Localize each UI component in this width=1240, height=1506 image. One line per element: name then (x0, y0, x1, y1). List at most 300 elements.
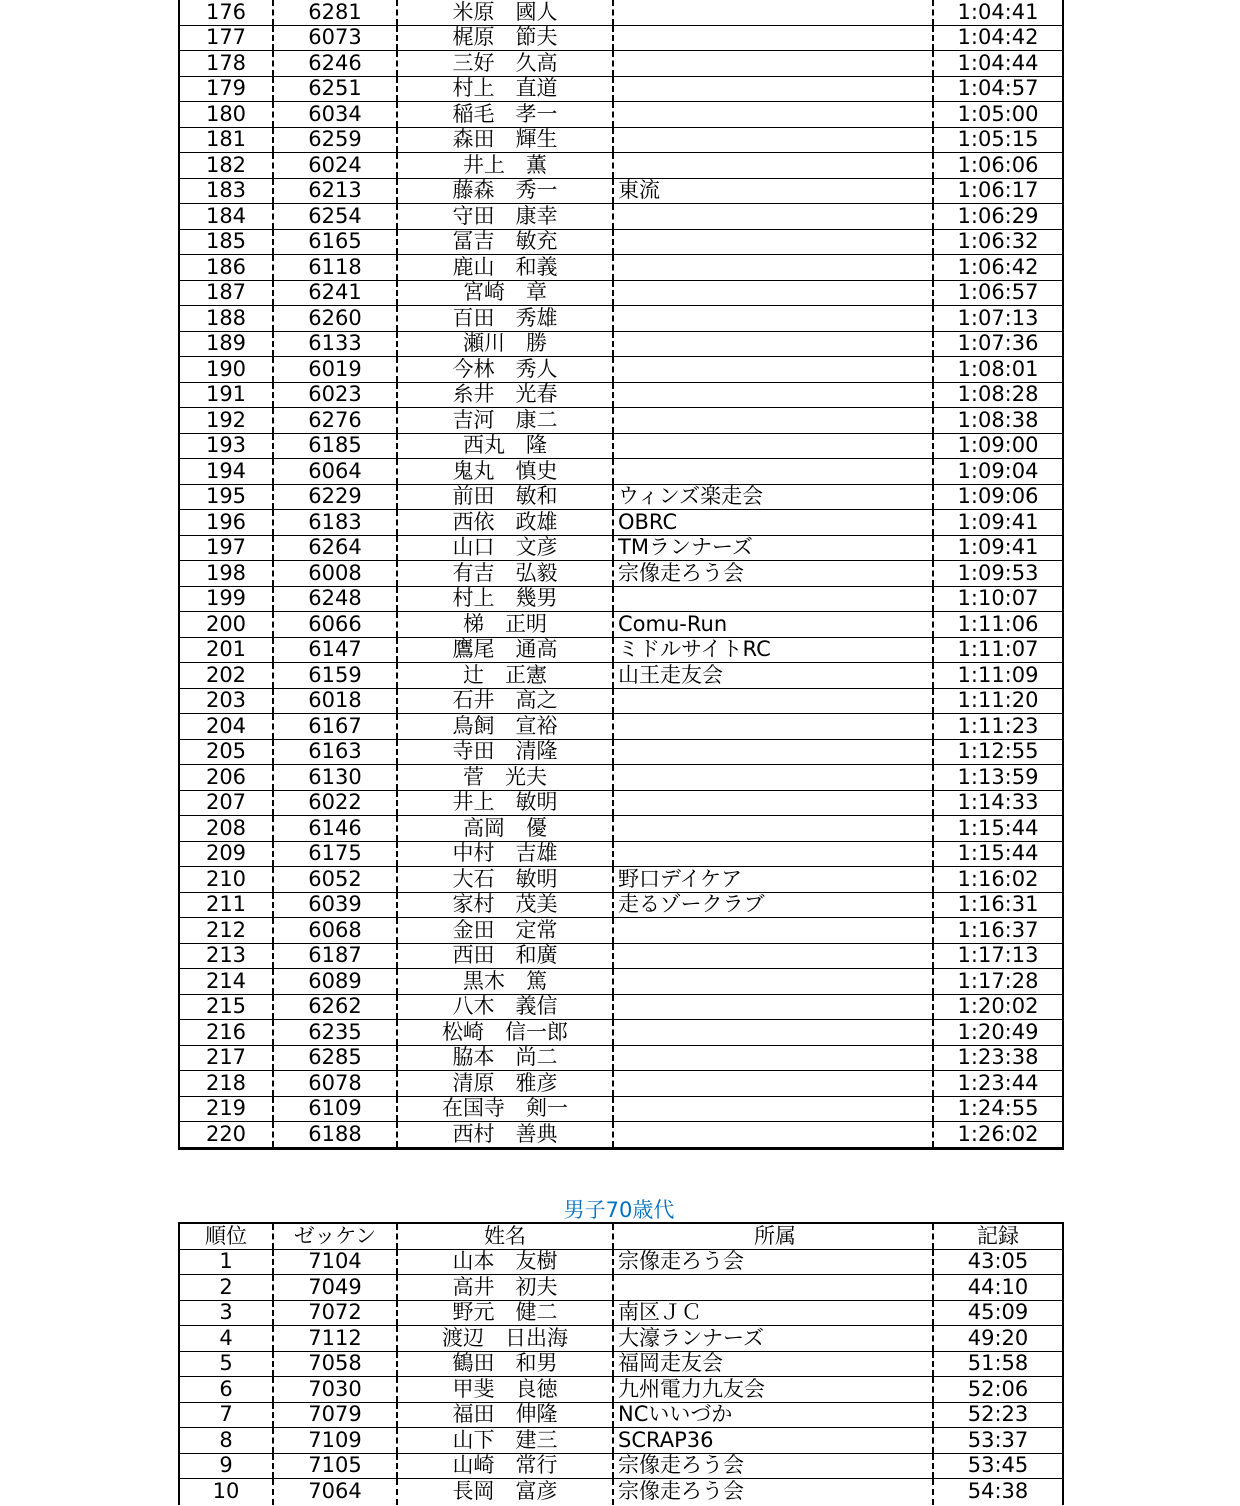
table-row (180, 1377, 1062, 1403)
bib-cell: 7058 (274, 1352, 398, 1377)
rank-cell: 212 (180, 918, 274, 943)
team-cell (614, 0, 934, 25)
time-cell: 1:10:07 (957, 586, 1039, 611)
team-cell (614, 128, 934, 153)
time-cell: 1:04:44 (957, 51, 1039, 75)
rank-cell: 182 (180, 153, 274, 178)
table-row (180, 102, 1062, 128)
results-table-men-70s (178, 1222, 1064, 1505)
time-cell: 1:09:41 (957, 535, 1039, 560)
rank-cell: 215 (180, 995, 274, 1020)
name-cell: 冨吉 敏充 (398, 230, 614, 255)
team-cell (614, 1046, 934, 1071)
name-cell: 山本 友樹 (398, 1250, 614, 1275)
time-cell: 53:37 (967, 1428, 1029, 1452)
name-cell: 高井 初夫 (398, 1275, 614, 1300)
bib-cell: 6213 (274, 179, 398, 204)
bib-cell: 6109 (274, 1097, 398, 1122)
time-cell: 43:05 (967, 1249, 1029, 1274)
team-cell (614, 816, 934, 841)
bib-cell: 6183 (274, 510, 398, 535)
time-cell: 1:16:31 (957, 892, 1039, 917)
rank-cell: 217 (180, 1046, 274, 1071)
bib-cell: 6018 (274, 689, 398, 714)
team-cell (614, 842, 934, 867)
rank-cell: 219 (180, 1097, 274, 1122)
bib-cell: 7109 (274, 1428, 398, 1453)
rank-cell: 195 (180, 485, 274, 510)
table-row (180, 26, 1062, 52)
table-row (180, 1020, 1062, 1046)
time-cell: 1:20:49 (957, 1020, 1039, 1044)
name-cell: 高岡 優 (398, 816, 614, 841)
bib-cell: 6165 (274, 230, 398, 255)
bib-cell: 6281 (274, 0, 398, 25)
bib-cell: 6246 (274, 51, 398, 76)
name-cell: 鹿山 和義 (398, 255, 614, 280)
time-cell: 1:06:17 (957, 178, 1039, 203)
time-cell: 1:09:53 (957, 561, 1039, 585)
table-row (180, 0, 1062, 26)
name-cell: 西村 善典 (398, 1122, 614, 1147)
time-cell: 54:38 (967, 1479, 1029, 1504)
rank-cell: 10 (180, 1479, 274, 1505)
name-cell: 松崎 信一郎 (398, 1020, 614, 1045)
team-cell (614, 383, 934, 408)
team-cell: 福岡走友会 (614, 1352, 934, 1377)
rank-cell: 197 (180, 536, 274, 561)
name-cell: 西丸 隆 (398, 434, 614, 459)
table-row (180, 740, 1062, 766)
bib-cell: 7030 (274, 1377, 398, 1402)
team-cell (614, 77, 934, 102)
name-cell: 清原 雅彦 (398, 1071, 614, 1096)
team-cell: 野口デイケア (614, 867, 934, 892)
rank-cell: 205 (180, 740, 274, 765)
bib-cell: 6248 (274, 587, 398, 612)
team-cell (614, 765, 934, 790)
rank-cell: 210 (180, 867, 274, 892)
name-cell: 藤森 秀一 (398, 179, 614, 204)
bib-cell: 6163 (274, 740, 398, 765)
team-cell (614, 791, 934, 816)
rank-cell: 177 (180, 26, 274, 51)
rank-cell: 199 (180, 587, 274, 612)
bib-cell: 6068 (274, 918, 398, 943)
table-row (180, 867, 1062, 893)
rank-cell: 186 (180, 255, 274, 280)
name-cell: 米原 國人 (398, 0, 614, 25)
bib-cell: 6073 (274, 26, 398, 51)
name-cell: 今林 秀人 (398, 357, 614, 382)
time-cell: 1:07:13 (957, 306, 1039, 330)
time-cell: 1:15:44 (957, 816, 1039, 840)
table-row (180, 612, 1062, 638)
bib-cell: 6260 (274, 306, 398, 331)
bib-cell: 6147 (274, 638, 398, 663)
table-row (180, 587, 1062, 613)
table-row (180, 153, 1062, 179)
table-row (180, 893, 1062, 919)
name-cell: 八木 義信 (398, 995, 614, 1020)
team-cell (614, 230, 934, 255)
name-cell: 辻 正憲 (398, 663, 614, 688)
bib-cell: 6187 (274, 944, 398, 969)
bib-cell: 6130 (274, 765, 398, 790)
name-cell: 鷹尾 通高 (398, 638, 614, 663)
rank-cell: 209 (180, 842, 274, 867)
bib-cell: 6066 (274, 612, 398, 637)
name-cell: 西依 政雄 (398, 510, 614, 535)
bib-cell: 6159 (274, 663, 398, 688)
team-cell (614, 26, 934, 51)
table-row (180, 816, 1062, 842)
rank-cell: 213 (180, 944, 274, 969)
rank-cell: 9 (180, 1454, 274, 1479)
time-cell: 1:11:06 (957, 612, 1039, 636)
rank-cell: 178 (180, 51, 274, 76)
team-cell: OBRC (614, 510, 934, 535)
bib-cell: 7104 (274, 1250, 398, 1275)
rank-cell: 198 (180, 561, 274, 586)
time-cell: 1:24:55 (957, 1096, 1039, 1121)
table-row (180, 459, 1062, 485)
name-cell: 金田 定常 (398, 918, 614, 943)
section-heading-men-70s: 男子70歳代 (563, 1198, 675, 1222)
table-row (180, 842, 1062, 868)
bib-cell: 7079 (274, 1403, 398, 1428)
rank-cell: 1 (180, 1250, 274, 1275)
time-cell: 1:04:42 (957, 25, 1039, 50)
bib-cell: 6254 (274, 204, 398, 229)
col-header-rank: 順位 (180, 1224, 274, 1249)
team-cell: 宗像走ろう会 (614, 1454, 934, 1479)
team-cell: 九州電力九友会 (614, 1377, 934, 1402)
bib-cell: 6019 (274, 357, 398, 382)
team-cell: Comu-Run (614, 612, 934, 637)
name-cell: 吉河 康二 (398, 408, 614, 433)
team-cell (614, 969, 934, 994)
time-cell: 1:11:23 (957, 714, 1039, 738)
time-cell: 1:07:36 (957, 331, 1039, 356)
time-cell: 1:11:20 (957, 688, 1039, 713)
rank-cell: 214 (180, 969, 274, 994)
table-row (180, 1403, 1062, 1429)
team-cell (614, 255, 934, 280)
name-cell: 瀬川 勝 (398, 332, 614, 357)
table-row (180, 485, 1062, 511)
table-row (180, 1326, 1062, 1352)
table-row (180, 1479, 1062, 1505)
table-row (180, 791, 1062, 817)
table-row (180, 332, 1062, 358)
bib-cell: 7049 (274, 1275, 398, 1300)
rank-cell: 208 (180, 816, 274, 841)
time-cell: 1:08:38 (957, 408, 1039, 432)
table-row (180, 128, 1062, 154)
bib-cell: 6276 (274, 408, 398, 433)
table-row (180, 969, 1062, 995)
table-row (180, 689, 1062, 715)
time-cell: 1:17:13 (957, 943, 1039, 968)
time-cell: 1:09:41 (957, 510, 1039, 534)
bib-cell: 6039 (274, 893, 398, 918)
table-row (180, 1352, 1062, 1378)
bib-cell: 6175 (274, 842, 398, 867)
rank-cell: 5 (180, 1352, 274, 1377)
time-cell: 1:14:33 (957, 790, 1039, 815)
team-cell (614, 357, 934, 382)
time-cell: 1:16:37 (957, 918, 1039, 942)
team-cell: 宗像走ろう会 (614, 1250, 934, 1275)
time-cell: 1:08:28 (957, 382, 1039, 407)
team-cell (614, 944, 934, 969)
bib-cell: 6229 (274, 485, 398, 510)
team-cell (614, 1071, 934, 1096)
bib-cell: 6023 (274, 383, 398, 408)
rank-cell: 181 (180, 128, 274, 153)
time-cell: 49:20 (967, 1326, 1029, 1350)
rank-cell: 200 (180, 612, 274, 637)
name-cell: 村上 直道 (398, 77, 614, 102)
team-cell (614, 281, 934, 306)
rank-cell: 179 (180, 77, 274, 102)
table-row (180, 51, 1062, 77)
time-cell: 1:23:44 (957, 1071, 1039, 1095)
bib-cell: 6089 (274, 969, 398, 994)
time-cell: 1:09:00 (957, 433, 1039, 458)
rank-cell: 2 (180, 1275, 274, 1300)
name-cell: 西田 和廣 (398, 944, 614, 969)
bib-cell: 6188 (274, 1122, 398, 1147)
name-cell: 糸井 光春 (398, 383, 614, 408)
name-cell: 中村 吉雄 (398, 842, 614, 867)
col-header-time: 記録 (977, 1224, 1019, 1248)
rank-cell: 188 (180, 306, 274, 331)
rank-cell: 191 (180, 383, 274, 408)
rank-cell: 176 (180, 0, 274, 25)
table-row (180, 255, 1062, 281)
rank-cell: 187 (180, 281, 274, 306)
time-cell: 52:23 (967, 1402, 1029, 1427)
team-cell (614, 332, 934, 357)
time-cell: 53:45 (967, 1453, 1029, 1478)
time-cell: 1:16:02 (957, 867, 1039, 891)
table-row (180, 179, 1062, 205)
bib-cell: 7072 (274, 1301, 398, 1326)
team-cell: NCいいづか (614, 1403, 934, 1428)
name-cell: 三好 久高 (398, 51, 614, 76)
table-row (180, 1250, 1062, 1276)
rank-cell: 190 (180, 357, 274, 382)
table-row (180, 306, 1062, 332)
name-cell: 寺田 清隆 (398, 740, 614, 765)
name-cell: 村上 幾男 (398, 587, 614, 612)
bib-cell: 6167 (274, 714, 398, 739)
table-row (180, 510, 1062, 536)
bib-cell: 6078 (274, 1071, 398, 1096)
team-cell (614, 434, 934, 459)
name-cell: 長岡 富彦 (398, 1479, 614, 1505)
team-cell (614, 740, 934, 765)
bib-cell: 6262 (274, 995, 398, 1020)
table-row (180, 714, 1062, 740)
bib-cell: 6264 (274, 536, 398, 561)
col-header-bib: ゼッケン (274, 1224, 398, 1249)
team-cell (614, 204, 934, 229)
name-cell: 梶原 節夫 (398, 26, 614, 51)
rank-cell: 6 (180, 1377, 274, 1402)
table-row (180, 281, 1062, 307)
team-cell: 宗像走ろう会 (614, 1479, 934, 1505)
name-cell: 百田 秀雄 (398, 306, 614, 331)
rank-cell: 189 (180, 332, 274, 357)
table-row (180, 918, 1062, 944)
table-row (180, 408, 1062, 434)
time-cell: 1:06:57 (957, 280, 1039, 305)
team-cell (614, 408, 934, 433)
rank-cell: 202 (180, 663, 274, 688)
name-cell: 鶴田 和男 (398, 1352, 614, 1377)
col-header-team: 所属 (614, 1224, 934, 1249)
name-cell: 石井 高之 (398, 689, 614, 714)
team-cell (614, 459, 934, 484)
table-row (180, 204, 1062, 230)
rank-cell: 3 (180, 1301, 274, 1326)
team-cell (614, 306, 934, 331)
team-cell: 南区ＪＣ (614, 1301, 934, 1326)
name-cell: 稲毛 孝一 (398, 102, 614, 127)
time-cell: 1:08:01 (957, 357, 1039, 381)
time-cell: 1:12:55 (957, 739, 1039, 764)
name-cell: 甲斐 良徳 (398, 1377, 614, 1402)
team-cell: ウィンズ楽走会 (614, 485, 934, 510)
bib-cell: 7112 (274, 1326, 398, 1351)
table-row (180, 638, 1062, 664)
time-cell: 51:58 (967, 1351, 1029, 1376)
time-cell: 1:05:15 (957, 127, 1039, 152)
time-cell: 1:20:02 (957, 994, 1039, 1019)
name-cell: 黒木 篤 (398, 969, 614, 994)
bib-cell: 7064 (274, 1479, 398, 1505)
table-row (180, 230, 1062, 256)
rank-cell: 193 (180, 434, 274, 459)
name-cell: 大石 敏明 (398, 867, 614, 892)
team-cell: SCRAP36 (614, 1428, 934, 1453)
team-cell (614, 1020, 934, 1045)
team-cell: 大濠ランナーズ (614, 1326, 934, 1351)
name-cell: 山口 文彦 (398, 536, 614, 561)
bib-cell: 6259 (274, 128, 398, 153)
time-cell: 1:04:57 (957, 76, 1039, 101)
table-row (180, 536, 1062, 562)
team-cell (614, 102, 934, 127)
rank-cell: 201 (180, 638, 274, 663)
team-cell: 東流 (614, 179, 934, 204)
team-cell (614, 689, 934, 714)
team-cell: TMランナーズ (614, 536, 934, 561)
rank-cell: 7 (180, 1403, 274, 1428)
name-cell: 野元 健二 (398, 1301, 614, 1326)
team-cell: 走るゾークラブ (614, 893, 934, 918)
results-table-top (178, 0, 1064, 1150)
time-cell: 45:09 (967, 1300, 1029, 1325)
name-cell: 有吉 弘毅 (398, 561, 614, 586)
team-cell (614, 714, 934, 739)
bib-cell: 6235 (274, 1020, 398, 1045)
bib-cell: 7105 (274, 1454, 398, 1479)
time-cell: 1:26:02 (957, 1122, 1039, 1146)
bib-cell: 6024 (274, 153, 398, 178)
name-cell: 宮崎 章 (398, 281, 614, 306)
name-cell: 脇本 尚二 (398, 1046, 614, 1071)
name-cell: 山崎 常行 (398, 1454, 614, 1479)
table-header-row (180, 1224, 1062, 1250)
rank-cell: 4 (180, 1326, 274, 1351)
table-row (180, 77, 1062, 103)
time-cell: 1:13:59 (957, 765, 1039, 789)
bib-cell: 6064 (274, 459, 398, 484)
name-cell: 渡辺 日出海 (398, 1326, 614, 1351)
table-row (180, 765, 1062, 791)
table-row (180, 663, 1062, 689)
name-cell: 守田 康幸 (398, 204, 614, 229)
team-cell: 宗像走ろう会 (614, 561, 934, 586)
rank-cell: 206 (180, 765, 274, 790)
team-cell (614, 153, 934, 178)
time-cell: 1:11:09 (957, 663, 1039, 687)
name-cell: 井上 薫 (398, 153, 614, 178)
table-row (180, 1046, 1062, 1072)
rank-cell: 196 (180, 510, 274, 535)
rank-cell: 8 (180, 1428, 274, 1453)
name-cell: 鳥飼 宣裕 (398, 714, 614, 739)
table-row (180, 357, 1062, 383)
rank-cell: 180 (180, 102, 274, 127)
time-cell: 1:11:07 (957, 637, 1039, 662)
bib-cell: 6133 (274, 332, 398, 357)
name-cell: 梯 正明 (398, 612, 614, 637)
bib-cell: 6185 (274, 434, 398, 459)
name-cell: 森田 輝生 (398, 128, 614, 153)
team-cell (614, 995, 934, 1020)
time-cell: 1:06:06 (957, 153, 1039, 177)
team-cell (614, 51, 934, 76)
bib-cell: 6241 (274, 281, 398, 306)
time-cell: 1:09:04 (957, 459, 1039, 483)
table-row (180, 1301, 1062, 1327)
rank-cell: 203 (180, 689, 274, 714)
bib-cell: 6008 (274, 561, 398, 586)
rank-cell: 194 (180, 459, 274, 484)
team-cell: ミドルサイトRC (614, 638, 934, 663)
time-cell: 1:09:06 (957, 484, 1039, 509)
name-cell: 鬼丸 慎史 (398, 459, 614, 484)
table-row (180, 1097, 1062, 1123)
rank-cell: 220 (180, 1122, 274, 1147)
bib-cell: 6022 (274, 791, 398, 816)
time-cell: 52:06 (967, 1377, 1029, 1401)
rank-cell: 207 (180, 791, 274, 816)
time-cell: 1:23:38 (957, 1045, 1039, 1070)
col-header-name: 姓名 (398, 1224, 614, 1249)
time-cell: 1:06:42 (957, 255, 1039, 279)
time-cell: 1:05:00 (957, 102, 1039, 126)
table-row (180, 944, 1062, 970)
table-row (180, 383, 1062, 409)
table-row (180, 1454, 1062, 1480)
bib-cell: 6285 (274, 1046, 398, 1071)
